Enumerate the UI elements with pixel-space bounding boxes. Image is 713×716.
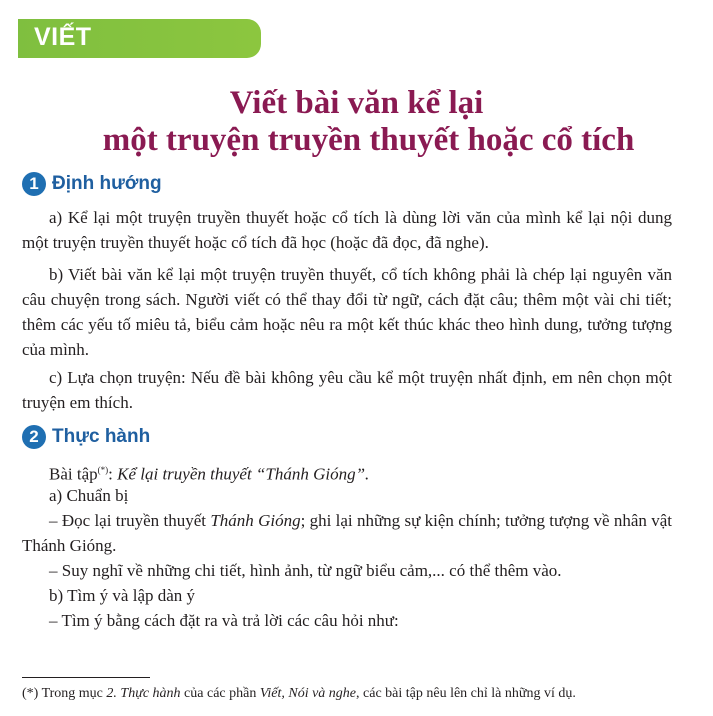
section-1-number-badge: 1: [22, 172, 46, 196]
footnote-section-ref: 2. Thực hành: [106, 686, 181, 701]
section-1-heading: [22, 171, 162, 197]
step-a-item-1-text: – Đọc lại truyền thuyết: [49, 511, 211, 530]
section-1-title: Định hướng: [52, 173, 162, 194]
footnote: [22, 685, 576, 703]
step-a-heading: a) Chuẩn bị: [49, 486, 129, 505]
exercise-prefix: Bài tập: [49, 464, 98, 484]
paragraph-a: a) Kể lại một truyện truyền thuyết hoặc cổ tích là dùng lời văn của mình kể lại nội dung một truyện truyền thuyết hoặc cổ tích đã học (hoặc đã đọc, đã nghe).: [22, 208, 672, 252]
paragraph-c: c) Lựa chọn truyện: Nếu đề bài không yêu cầu kể một truyện nhất định, em nên chọn một truyện em thích.: [22, 368, 672, 412]
footnote-divider: [22, 677, 150, 678]
step-a-item-2: – Suy nghĩ về những chi tiết, hình ảnh, từ ngữ biểu cảm,... có thể thêm vào.: [49, 561, 562, 580]
step-a-item-1: [22, 508, 672, 558]
footnote-parts: Viết, Nói và nghe: [259, 686, 357, 701]
section-2-number-badge: 2: [22, 425, 46, 449]
section-2-heading: [22, 424, 150, 450]
exercise-colon: :: [108, 464, 118, 484]
page-title-line-1: Viết bài văn kể lại: [229, 85, 484, 121]
paragraph-b: b) Viết bài văn kể lại một truyện truyền thuyết, cổ tích không phải là chép lại nguyên văn câu chuyện trong sách. Người viết có thể thay đổi từ ngữ, cách đặt câu; thêm một vài chi tiết; thêm các yếu tố miêu tả, biểu cảm hoặc nêu ra một kết thúc khác theo hình dung, tưởng tượng của mình.: [22, 265, 672, 359]
section-2-title: Thực hành: [52, 426, 151, 447]
step-a-item-1-story-title: Thánh Gióng: [210, 511, 301, 530]
banner-label: VIẾT: [34, 23, 92, 51]
footnote-mid: của các phần: [180, 686, 260, 701]
step-a-item-1-rest: ; ghi lại những sự kiện chính; tưởng tượng về nhân vật Thánh Gióng.: [22, 511, 672, 555]
footnote-post: , các bài tập nêu lên chỉ là những ví dụ.: [356, 686, 576, 701]
step-b-item-1: – Tìm ý bằng cách đặt ra và trả lời các câu hỏi như:: [49, 611, 399, 630]
step-b-heading: b) Tìm ý và lập dàn ý: [49, 586, 196, 605]
page-title-line-2: một truyện truyền thuyết hoặc cổ tích: [102, 122, 635, 158]
footnote-pre: (*) Trong mục: [22, 686, 107, 701]
section-banner: [18, 19, 261, 58]
exercise-footnote-mark: (*): [97, 465, 109, 475]
exercise-task: Kể lại truyền thuyết “Thánh Gióng”.: [117, 464, 370, 484]
